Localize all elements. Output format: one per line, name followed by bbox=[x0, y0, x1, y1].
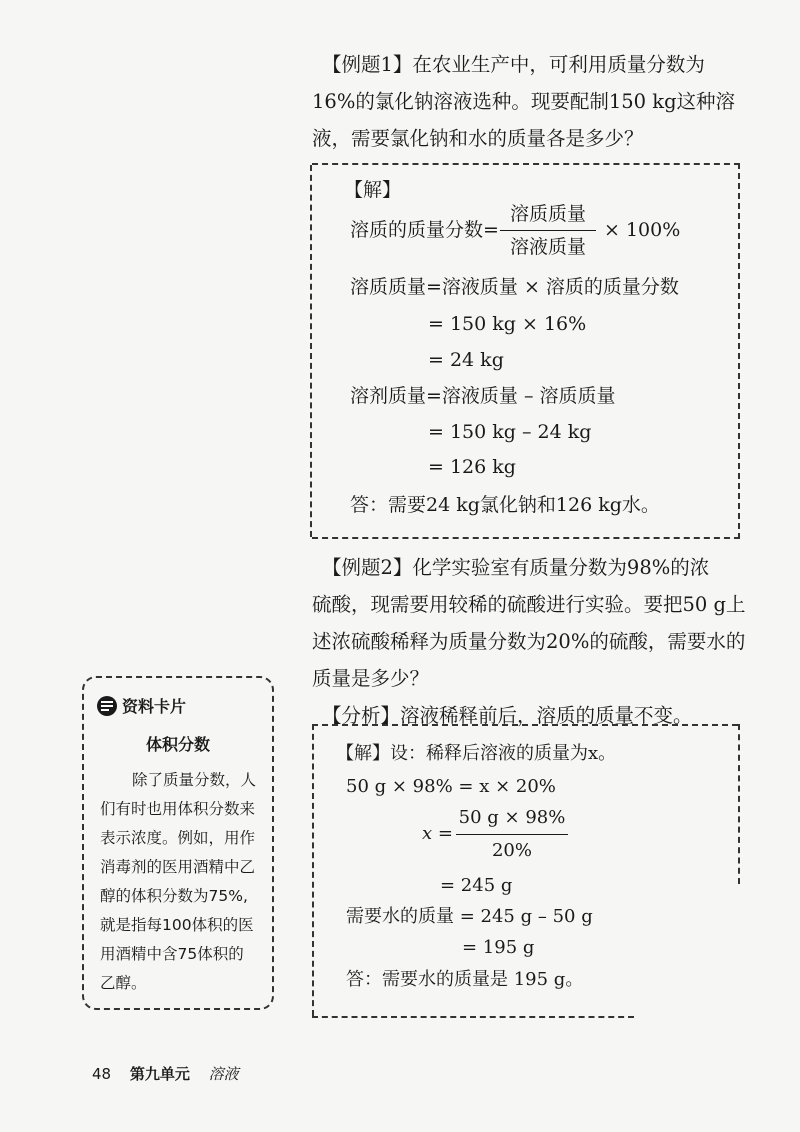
card-title: 体积分数 bbox=[145, 735, 210, 754]
solution1-step: = 150 kg – 24 kg bbox=[428, 421, 592, 443]
card-line: 表示浓度。例如，用作 bbox=[100, 829, 256, 847]
solution2-box-top bbox=[312, 724, 738, 726]
solution2-numerator: 50 g × 98% bbox=[458, 807, 566, 828]
solution1-answer: 答：需要24 kg氯化钠和126 kg水。 bbox=[350, 494, 660, 516]
solution1-label: 【解】 bbox=[344, 179, 402, 201]
example1-line: 16%的氯化钠溶液选种。现要配制150 kg这种溶 bbox=[312, 90, 736, 113]
solution2-box-right bbox=[738, 724, 740, 884]
page-number: 48 bbox=[92, 1065, 112, 1083]
solution2-box-left bbox=[312, 724, 314, 1016]
solution2-answer: 答：需要水的质量是 195 g。 bbox=[346, 969, 584, 990]
card-body bbox=[100, 766, 260, 998]
document-icon bbox=[96, 695, 118, 717]
card-line: 用酒精中含75体积的 bbox=[100, 945, 244, 963]
card-line: 消毒剂的医用酒精中乙 bbox=[100, 858, 256, 876]
solution1-step: 溶质质量=溶液质量 × 溶质的质量分数 bbox=[350, 276, 679, 298]
example2-line: 硫酸，现需要用较稀的硫酸进行实验。要把50 g上 bbox=[312, 593, 746, 616]
card-line: 们有时也用体积分数来 bbox=[100, 800, 256, 818]
formula-denominator: 溶液质量 bbox=[509, 236, 586, 258]
example1-line: 【例题1】在农业生产中，可利用质量分数为 bbox=[322, 53, 705, 76]
card-header-label: 资料卡片 bbox=[122, 697, 187, 716]
solution2-denominator: 20% bbox=[491, 840, 532, 861]
example1-line: 液，需要氯化钠和水的质量各是多少？ bbox=[312, 127, 644, 150]
example2-analysis: 【分析】溶液稀释前后，溶质的质量不变。 bbox=[322, 704, 693, 727]
solution1-step: = 126 kg bbox=[428, 456, 516, 478]
topic-title: 溶液 bbox=[208, 1065, 239, 1083]
solution1-step: 溶剂质量=溶液质量 – 溶质质量 bbox=[350, 385, 616, 407]
solution2-box-bottom bbox=[312, 1016, 634, 1018]
formula-fraction bbox=[500, 200, 596, 261]
example2-line: 述浓硫酸稀释为质量分数为20%的硫酸，需要水的 bbox=[312, 630, 746, 653]
solution1-step: = 150 kg × 16% bbox=[428, 313, 587, 335]
solution2-x-lhs: x = bbox=[422, 823, 453, 844]
example2-line: 【例题2】化学实验室有质量分数为98%的浓 bbox=[322, 556, 710, 579]
solution2-eq: 需要水的质量 = 245 g – 50 g bbox=[346, 906, 593, 927]
example2-line: 质量是多少？ bbox=[312, 667, 430, 690]
solution2-eq: 50 g × 98% = x × 20% bbox=[346, 776, 556, 797]
solution1-step: = 24 kg bbox=[428, 349, 504, 371]
unit-title: 第九单元 bbox=[129, 1065, 190, 1083]
card-header bbox=[96, 694, 186, 717]
solution2-eq: = 195 g bbox=[462, 937, 535, 958]
solution2-eq: = 245 g bbox=[440, 875, 513, 896]
solution2-label: 【解】设：稀释后溶液的质量为x。 bbox=[336, 743, 617, 764]
card-line: 就是指每100体积的医 bbox=[100, 916, 254, 934]
formula-lhs: 溶质的质量分数= bbox=[350, 219, 499, 241]
formula-numerator: 溶质质量 bbox=[509, 203, 586, 225]
example1-text bbox=[312, 46, 736, 157]
resource-card bbox=[82, 676, 274, 1010]
card-line: 醇的体积分数为75%, bbox=[100, 887, 248, 905]
card-line: 乙醇。 bbox=[100, 974, 147, 992]
example2-text bbox=[312, 549, 746, 734]
card-line: 除了质量分数，人 bbox=[132, 771, 257, 789]
formula-rhs: × 100% bbox=[604, 219, 681, 241]
solution2-fraction bbox=[456, 804, 568, 865]
page-footer bbox=[92, 1063, 253, 1084]
